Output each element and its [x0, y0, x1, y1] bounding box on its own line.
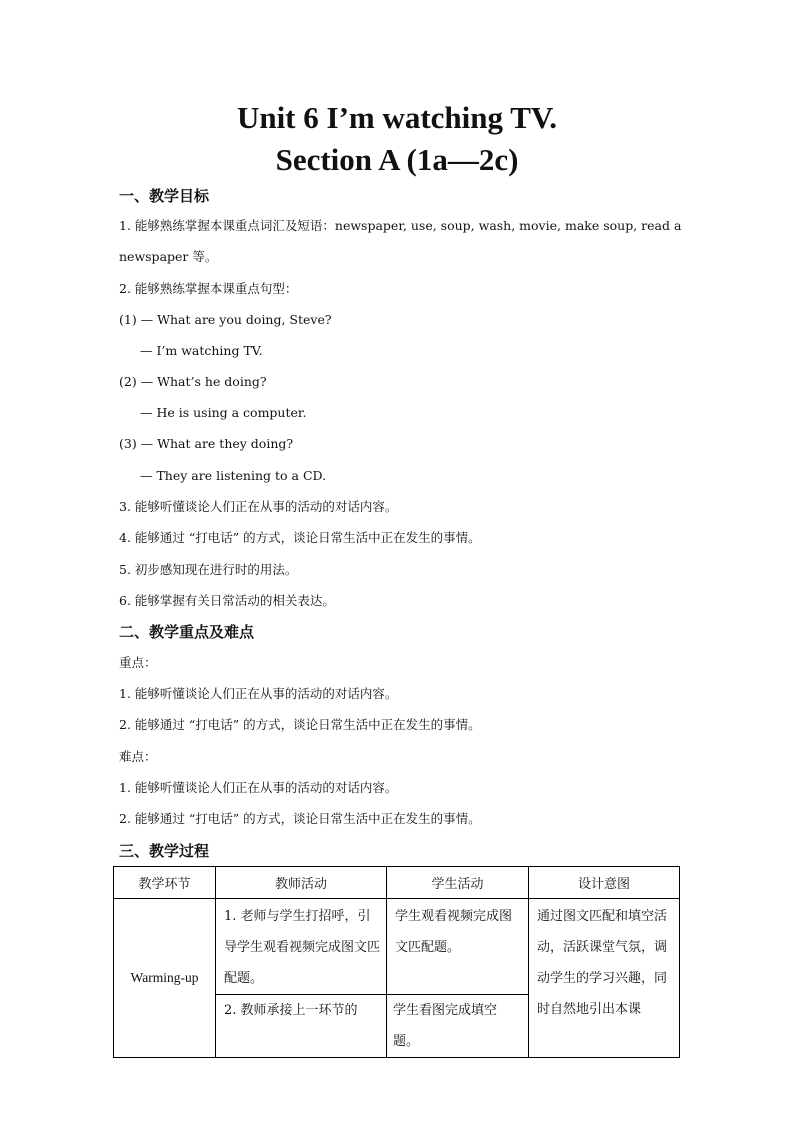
- objective-3: 3. 能够听懂谈论人们正在从事的活动的对话内容。: [119, 499, 398, 514]
- teaching-process-table: [113, 866, 680, 1058]
- sentence-1-answer: — I’m watching TV.: [140, 343, 263, 358]
- objective-1-line1: 1. 能够熟练掌握本课重点词汇及短语：newspaper, use, soup, wash, movie, make soup, read a: [119, 218, 682, 233]
- teacher-activity-1: 1. 老师与学生打招呼，引导学生观看视频完成图文匹配题。: [224, 909, 381, 986]
- key-point-2: 2. 能够通过 “打电话” 的方式，谈论日常生活中正在发生的事情。: [119, 717, 481, 732]
- header-design-intent: 设计意图: [529, 867, 680, 899]
- sentence-1-question: (1) — What are you doing, Steve?: [119, 312, 332, 327]
- design-intent: 通过图文匹配和填空活动，活跃课堂气氛，调动学生的学习兴趣，同时自然地引出本课: [537, 909, 668, 1017]
- sentence-3-question: (3) — What are they doing?: [119, 436, 294, 451]
- student-activity-1: 学生观看视频完成图文匹配题。: [395, 909, 513, 955]
- header-student-activity: 学生活动: [387, 867, 529, 899]
- key-point-1: 1. 能够听懂谈论人们正在从事的活动的对话内容。: [119, 686, 398, 701]
- difficult-point-1: 1. 能够听懂谈论人们正在从事的活动的对话内容。: [119, 780, 398, 795]
- section-heading-objectives: 一、教学目标: [119, 187, 210, 205]
- sentence-2-question: (2) — What’s he doing?: [119, 374, 267, 389]
- objective-5: 5. 初步感知现在进行时的用法。: [119, 562, 298, 577]
- header-stage: 教学环节: [114, 867, 216, 899]
- difficult-point-2: 2. 能够通过 “打电话” 的方式，谈论日常生活中正在发生的事情。: [119, 811, 481, 826]
- difficult-points-label: 难点：: [119, 749, 157, 764]
- sentence-3-answer: — They are listening to a CD.: [140, 468, 327, 483]
- objective-4: 4. 能够通过 “打电话” 的方式，谈论日常生活中正在发生的事情。: [119, 530, 481, 545]
- section-heading-process: 三、教学过程: [119, 842, 210, 860]
- table-row: [114, 899, 680, 995]
- table-header-row: [114, 867, 680, 899]
- sentence-2-answer: — He is using a computer.: [140, 405, 307, 420]
- stage-cell: Warming-up: [114, 899, 216, 1058]
- document-subtitle: Section A (1a—2c): [275, 142, 519, 177]
- objective-2: 2. 能够熟练掌握本课重点句型：: [119, 281, 298, 296]
- document-title: Unit 6 I’m watching TV.: [236, 100, 558, 135]
- section-heading-key-points: 二、教学重点及难点: [119, 623, 255, 641]
- header-teacher-activity: 教师活动: [216, 867, 387, 899]
- objective-1-line2: newspaper 等。: [119, 249, 218, 264]
- objective-6: 6. 能够掌握有关日常活动的相关表达。: [119, 593, 335, 608]
- key-points-label: 重点：: [119, 655, 157, 670]
- teacher-activity-2: 2. 教师承接上一环节的: [224, 1003, 358, 1018]
- student-activity-2: 学生看图完成填空题。: [393, 1003, 498, 1049]
